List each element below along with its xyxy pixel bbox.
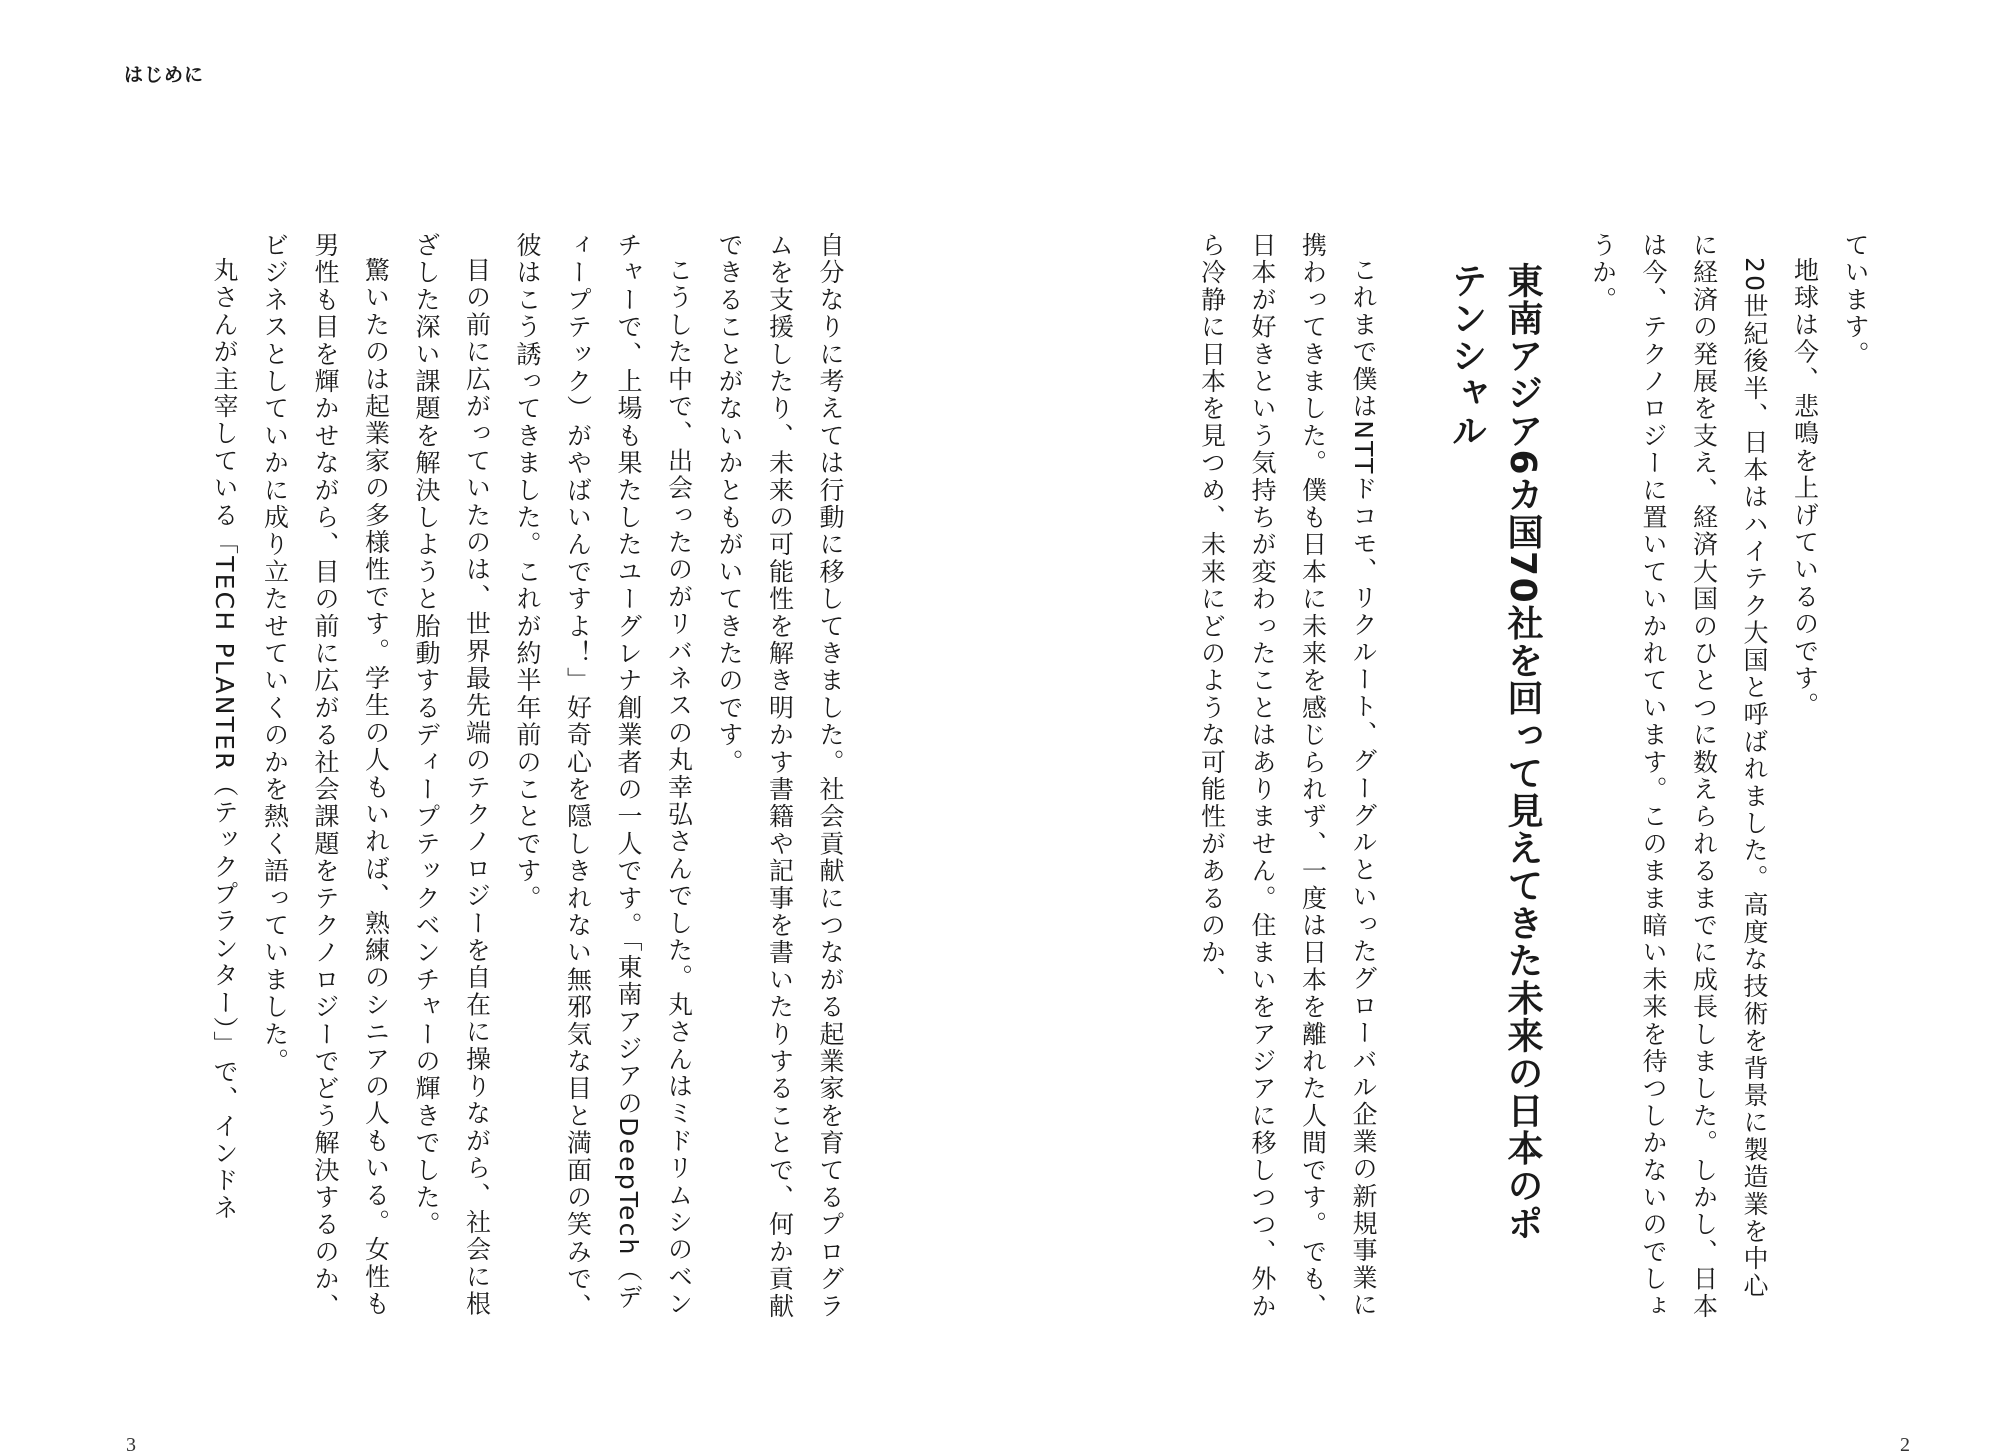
paragraph: 驚いたのは起業家の多様性です。学生の人もいれば、熟練のシニアの人もいる。女性も男性も目を輝かせながら、目の前に広がる社会課題をテクノロジーでどう解決するのか、ビジネスとしていかに成り立たせていくのかを熱く語っていました。 bbox=[260, 232, 391, 1320]
running-head: はじめに bbox=[124, 64, 205, 86]
page-number-left: 3 bbox=[126, 1434, 136, 1456]
paragraph: こうした中で、出会ったのがリバネスの丸幸弘さんでした。丸さんはミドリムシのベンチャーで、上場も果たしたユーグレナ創業者の一人です。「東南アジアのDeepTech（ディープテック）がやばいんですよ！」好奇心を隠しきれない無邪気な目と満面の笑みで、彼はこう誘ってきました。これが約半年前のことです。 bbox=[513, 232, 694, 1320]
paragraph: 地球は今、悲鳴を上げているのです。 bbox=[1790, 257, 1820, 720]
paragraph: 丸さんが主宰している「TECH PLANTER（テックプランター）」で、インドネ bbox=[210, 257, 239, 1222]
left-page-body-text bbox=[115, 232, 855, 1322]
section-heading: 東南アジア6カ国70社を回って見えてきた未来の日本のポテンシャル bbox=[1446, 262, 1543, 1242]
paragraph: これまで僕はNTTドコモ、リクルート、グーグルといったグローバル企業の新規事業に携わってきました。僕も日本に未来を感じられず、一度は日本を離れた人間です。でも、日本が好きという気持ちが変わったことはありません。住まいをアジアに移しつつ、外から冷静に日本を見つめ、未来にどのような可能性があるのか、 bbox=[1197, 232, 1378, 1320]
paragraph: 20世紀後半、日本はハイテク大国と呼ばれました。高度な技術を背景に製造業を中心に経済の発展を支え、経済大国のひとつに数えられるまでに成長しました。しかし、日本は今、テクノロジーに置いていかれています。このまま暗い未来を待つしかないのでしょうか。 bbox=[1588, 232, 1769, 1320]
paragraph: 目の前に広がっていたのは、世界最先端のテクノロジーを自在に操りながら、社会に根ざした深い課題を解決しようと胎動するディープテックベンチャーの輝きでした。 bbox=[412, 232, 492, 1318]
paragraph: ています。 bbox=[1841, 232, 1870, 368]
right-page-body-text bbox=[1148, 232, 1388, 1322]
page-number-right: 2 bbox=[1900, 1434, 1910, 1456]
right-page-intro-text bbox=[1580, 232, 1880, 1322]
paragraph: 自分なりに考えては行動に移してきました。社会貢献につながる起業家を育てるプログラムを支援したり、未来の可能性を解き明かす書籍や記事を書いたりすることで、何か貢献できることがないかともがいてきたのです。 bbox=[715, 232, 845, 1320]
